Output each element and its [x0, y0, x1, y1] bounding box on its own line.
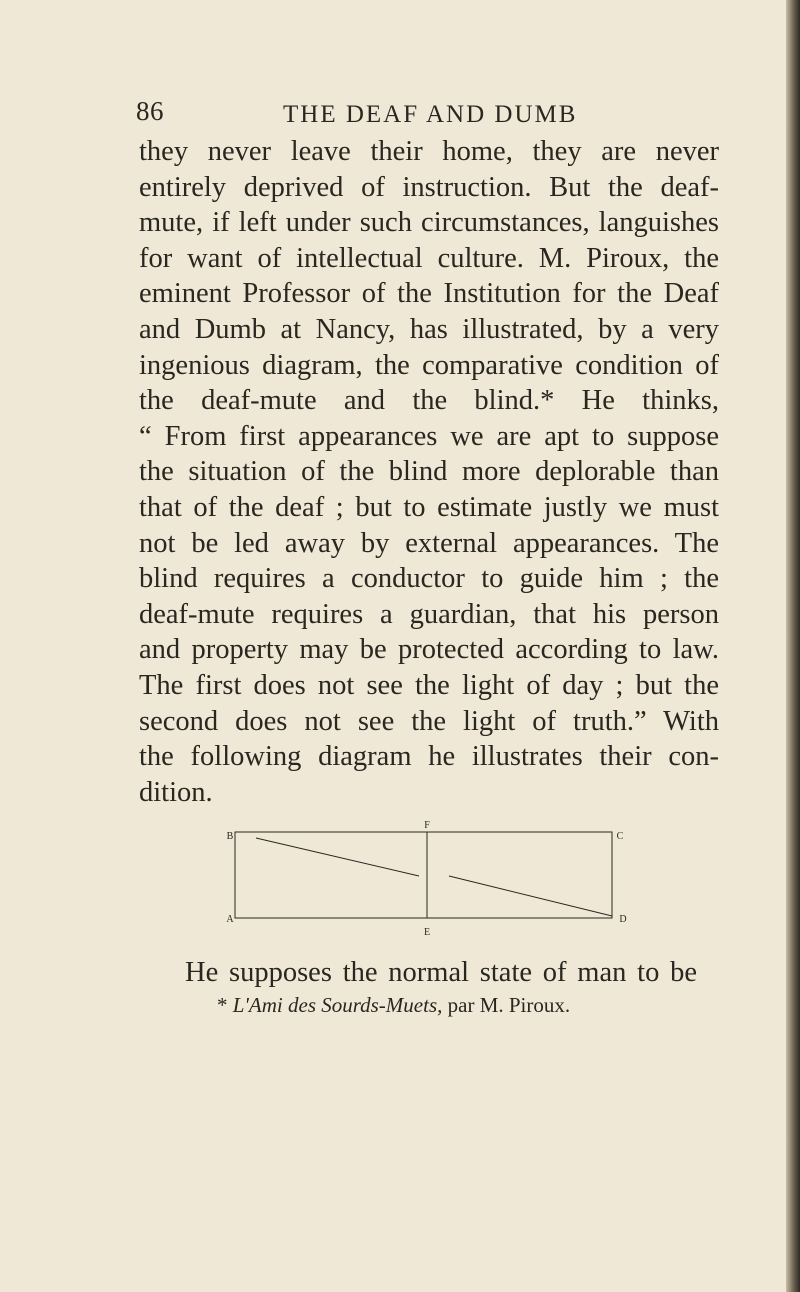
text-line: they never leave their home, they are never [139, 136, 719, 167]
text-line: second does not see the light of truth.” With [139, 705, 719, 737]
label-a: A [226, 914, 234, 925]
text-line: the situation of the blind more deplorable than [139, 456, 719, 488]
page-edge [786, 0, 800, 1292]
footnote-title: L'Ami des Sourds-Muets, [232, 993, 443, 1017]
text-line: “ From first appearances we are apt to suppose [139, 420, 719, 452]
text-line: mute, if left under such circumstances, languishes [139, 207, 719, 239]
text-line: the deaf-mute and the blind.* He thinks, [139, 385, 719, 417]
label-e: E [423, 927, 431, 938]
text-line: eminent Professor of the Institution for the Deaf [139, 278, 719, 310]
text-line: for want of intellectual culture. M. Piroux, the [139, 242, 719, 274]
text-line: that of the deaf ; but to estimate justly we must [139, 491, 719, 523]
label-b: B [226, 831, 234, 842]
page-number: 86 [136, 96, 164, 126]
piroux-diagram [220, 818, 640, 943]
text-line: entirely deprived of instruction. But the deaf- [139, 171, 719, 203]
label-f: F [424, 820, 430, 831]
text-line: The first does not see the light of day ; but the [139, 669, 719, 701]
text-line: not be led away by external appearances. The [139, 527, 719, 559]
label-c: C [616, 831, 624, 842]
text-line: dition. [139, 776, 213, 808]
body-paragraph [139, 134, 719, 810]
text-line: ingenious diagram, the comparative condition of [139, 349, 719, 381]
running-head: THE DEAF AND DUMB [283, 101, 578, 128]
diagonal-deaf [449, 876, 612, 916]
text-line: the following diagram he illustrates their con- [139, 741, 719, 773]
label-d: D [619, 914, 627, 925]
diagram-frame [235, 832, 612, 918]
closing-text-line: He supposes the normal state of man to be [185, 957, 697, 988]
text-line: and Dumb at Nancy, has illustrated, by a very [139, 313, 719, 345]
footnote [217, 993, 570, 1018]
text-line: blind requires a conductor to guide him ; the [139, 563, 719, 595]
footnote-marker: * [217, 993, 228, 1017]
text-line: and property may be protected according to law. [139, 634, 719, 666]
footnote-rest: par M. Piroux. [447, 993, 571, 1017]
diagonal-blind [256, 838, 419, 876]
text-line: deaf-mute requires a guardian, that his person [139, 598, 719, 630]
